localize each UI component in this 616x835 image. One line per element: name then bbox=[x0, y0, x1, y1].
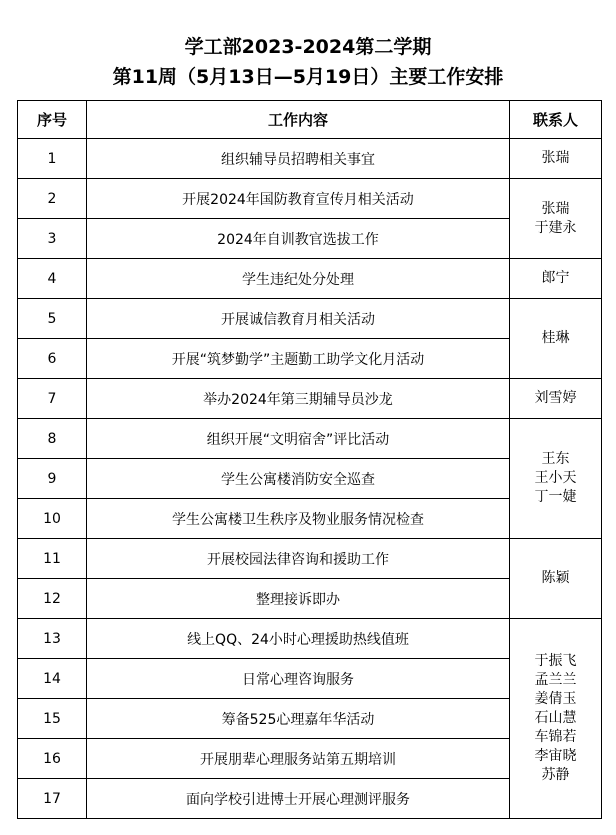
header-contact: 联系人 bbox=[510, 101, 602, 139]
contact-cell bbox=[510, 179, 602, 259]
contact-name: 孟兰兰 bbox=[534, 672, 577, 688]
contact-cell bbox=[510, 379, 602, 419]
row-number: 3 bbox=[18, 219, 87, 259]
row-number: 17 bbox=[18, 779, 87, 819]
task-cell: 举办2024年第三期辅导员沙龙 bbox=[87, 379, 510, 419]
row-number: 5 bbox=[18, 299, 87, 339]
contact-name: 桂琳 bbox=[541, 330, 570, 346]
contact-name: 丁一婕 bbox=[534, 489, 577, 505]
task-cell: 学生公寓楼卫生秩序及物业服务情况检查 bbox=[87, 499, 510, 539]
row-number: 2 bbox=[18, 179, 87, 219]
contact-name: 于振飞 bbox=[534, 653, 577, 669]
contact-cell bbox=[510, 259, 602, 299]
contact-cell bbox=[510, 299, 602, 379]
schedule-table bbox=[17, 100, 602, 819]
contact-name: 陈颖 bbox=[541, 570, 570, 586]
contact-name: 张瑞 bbox=[541, 200, 570, 217]
row-number: 7 bbox=[18, 379, 87, 419]
contact-name: 李宙晓 bbox=[534, 748, 577, 764]
task-cell: 开展2024年国防教育宣传月相关活动 bbox=[87, 179, 510, 219]
contact-name: 刘雪婷 bbox=[534, 390, 577, 406]
table-row bbox=[18, 139, 602, 179]
task-cell: 开展“筑梦勤学”主题勤工助学文化月活动 bbox=[87, 339, 510, 379]
task-cell: 组织辅导员招聘相关事宜 bbox=[87, 139, 510, 179]
row-number: 1 bbox=[18, 139, 87, 179]
task-cell: 组织开展“文明宿舍”评比活动 bbox=[87, 419, 510, 459]
row-number: 4 bbox=[18, 259, 87, 299]
table-row bbox=[18, 539, 602, 579]
header-task: 工作内容 bbox=[87, 101, 510, 139]
contact-name: 车锦若 bbox=[534, 729, 577, 745]
table-row bbox=[18, 299, 602, 339]
row-number: 10 bbox=[18, 499, 87, 539]
task-cell: 线上QQ、24小时心理援助热线值班 bbox=[87, 619, 510, 659]
contact-cell bbox=[510, 419, 602, 539]
row-number: 9 bbox=[18, 459, 87, 499]
contact-name: 姜倩玉 bbox=[534, 691, 577, 707]
contact-name: 苏静 bbox=[541, 767, 570, 783]
contact-name: 石山慧 bbox=[534, 710, 577, 726]
contact-cell bbox=[510, 539, 602, 619]
contact-name: 张瑞 bbox=[541, 150, 570, 166]
row-number: 13 bbox=[18, 619, 87, 659]
page-title-block bbox=[0, 0, 616, 100]
row-number: 8 bbox=[18, 419, 87, 459]
contact-name: 王东 bbox=[541, 451, 570, 467]
task-cell: 开展朋辈心理服务站第五期培训 bbox=[87, 739, 510, 779]
contact-name: 王小天 bbox=[534, 470, 577, 486]
task-cell: 面向学校引进博士开展心理测评服务 bbox=[87, 779, 510, 819]
header-no: 序号 bbox=[18, 101, 87, 139]
row-number: 14 bbox=[18, 659, 87, 699]
task-cell: 开展诚信教育月相关活动 bbox=[87, 299, 510, 339]
task-cell: 学生违纪处分处理 bbox=[87, 259, 510, 299]
contact-name: 郎宁 bbox=[541, 270, 570, 286]
contact-cell bbox=[510, 139, 602, 179]
table-row bbox=[18, 379, 602, 419]
task-cell: 2024年自训教官选拔工作 bbox=[87, 219, 510, 259]
table-row bbox=[18, 179, 602, 219]
row-number: 16 bbox=[18, 739, 87, 779]
row-number: 6 bbox=[18, 339, 87, 379]
contact-cell bbox=[510, 619, 602, 819]
task-cell: 学生公寓楼消防安全巡查 bbox=[87, 459, 510, 499]
table-row bbox=[18, 419, 602, 459]
page-title-line-2: 第11周（5月13日—5月19日）主要工作安排 bbox=[112, 66, 504, 88]
page-title-line-1: 学工部2023-2024第二学期 bbox=[184, 36, 432, 58]
row-number: 12 bbox=[18, 579, 87, 619]
table-header-row bbox=[18, 101, 602, 139]
row-number: 11 bbox=[18, 539, 87, 579]
task-cell: 开展校园法律咨询和援助工作 bbox=[87, 539, 510, 579]
task-cell: 日常心理咨询服务 bbox=[87, 659, 510, 699]
task-cell: 筹备525心理嘉年华活动 bbox=[87, 699, 510, 739]
table-row bbox=[18, 259, 602, 299]
contact-name: 于建永 bbox=[534, 219, 577, 236]
row-number: 15 bbox=[18, 699, 87, 739]
task-cell: 整理接诉即办 bbox=[87, 579, 510, 619]
table-row bbox=[18, 619, 602, 659]
